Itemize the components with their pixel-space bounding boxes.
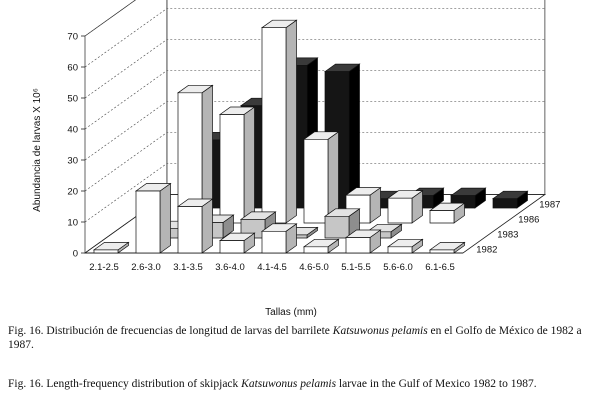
bar-1982-6.1-6.5 bbox=[430, 242, 465, 253]
series-label: 1986 bbox=[518, 214, 540, 226]
y-tick-label: 10 bbox=[67, 217, 78, 229]
bar-front bbox=[388, 247, 412, 253]
x-tick-label: 5.1-5.5 bbox=[341, 262, 371, 273]
x-tick-label: 2.1-2.5 bbox=[89, 262, 119, 273]
bar-front bbox=[304, 247, 328, 253]
y-axis-title: Abundancia de larvas X 10⁶ bbox=[32, 88, 43, 212]
caption-english bbox=[8, 377, 592, 391]
y-tick-label: 60 bbox=[67, 62, 78, 74]
x-tick-label: 3.6-4.0 bbox=[215, 262, 245, 273]
bar-front bbox=[136, 191, 160, 253]
series-label: 1983 bbox=[497, 229, 519, 241]
bar-1982-5.6-6.0 bbox=[388, 239, 423, 253]
bar-front bbox=[430, 250, 454, 253]
bar-front bbox=[325, 216, 349, 238]
bar-front bbox=[262, 231, 286, 253]
bar-1986-4.1-4.5 bbox=[304, 132, 339, 223]
bar-front bbox=[178, 207, 202, 254]
x-tick-label: 5.6-6.0 bbox=[383, 262, 413, 273]
x-tick-label: 2.6-3.0 bbox=[131, 262, 161, 273]
caption-en-suffix: larvae in the Gulf of Mexico 1982 to 1987. bbox=[336, 378, 537, 390]
bar-1982-4.1-4.5 bbox=[262, 224, 297, 253]
x-tick-label: 6.1-6.5 bbox=[425, 262, 455, 273]
bar-front bbox=[220, 241, 244, 253]
bar-side bbox=[286, 20, 297, 223]
bar-side bbox=[349, 64, 360, 208]
bar-front bbox=[94, 250, 118, 253]
bar-side bbox=[244, 107, 255, 223]
x-tick-label: 3.1-3.5 bbox=[173, 262, 203, 273]
y-tick-label: 50 bbox=[67, 93, 78, 105]
bar-front bbox=[493, 199, 517, 208]
caption-spanish bbox=[8, 324, 592, 352]
bar-front bbox=[346, 238, 370, 254]
y-tick-label: 20 bbox=[67, 186, 78, 198]
x-axis-title: Tallas (mm) bbox=[265, 307, 317, 318]
bar-1982-2.1-2.5 bbox=[94, 242, 129, 253]
bar-1986-3.1-3.5 bbox=[220, 107, 255, 223]
bar-front bbox=[388, 198, 412, 223]
bar-1982-3.1-3.5 bbox=[178, 199, 213, 253]
series-label: 1982 bbox=[476, 244, 498, 256]
x-tick-label: 4.1-4.5 bbox=[257, 262, 287, 273]
caption-es-species: Katsuwonus pelamis bbox=[332, 325, 428, 337]
bar-side bbox=[160, 184, 171, 254]
bar-front bbox=[262, 28, 286, 223]
y-tick-label: 40 bbox=[67, 124, 78, 136]
bar-1982-5.1-5.5 bbox=[346, 230, 381, 253]
bar-1986-5.1-5.5 bbox=[388, 191, 423, 223]
y-tick-label: 70 bbox=[67, 31, 78, 43]
bar-front bbox=[304, 139, 328, 223]
y-tick-label: 0 bbox=[72, 248, 78, 260]
bar-1982-4.6-5.0 bbox=[304, 239, 339, 253]
caption-es-suffix: en el Golfo de México de 1982 a 1987. bbox=[8, 325, 582, 351]
x-tick-label: 4.6-5.0 bbox=[299, 262, 329, 273]
series-label: 1987 bbox=[539, 199, 561, 211]
caption-en-prefix: Fig. 16. Length-frequency distribution of skipjack bbox=[8, 378, 242, 390]
bar-side bbox=[202, 199, 213, 253]
bar-front bbox=[430, 211, 454, 223]
bar-1982-2.6-3.0 bbox=[136, 184, 171, 254]
bar-front bbox=[220, 115, 244, 224]
caption-es-prefix: Fig. 16. Distribución de frecuencias de longitud de larvas del barrilete bbox=[8, 325, 333, 337]
y-tick-label: 30 bbox=[67, 155, 78, 167]
caption-en-species: Katsuwonus pelamis bbox=[241, 378, 337, 390]
bar-1986-3.6-4.0 bbox=[262, 20, 297, 223]
